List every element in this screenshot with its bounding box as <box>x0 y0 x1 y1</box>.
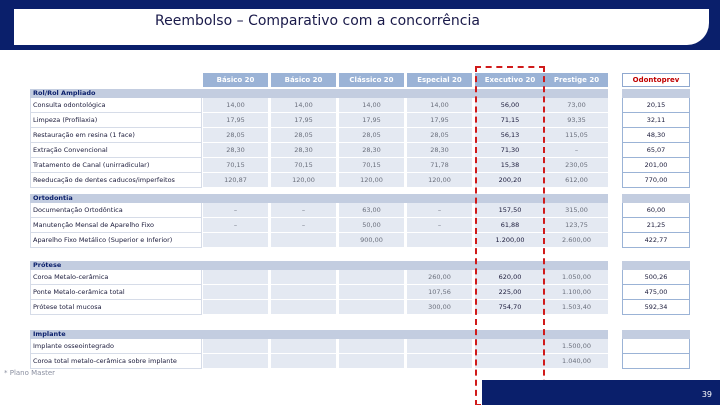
table-row <box>30 233 690 248</box>
table-cell: 115,05 <box>545 128 608 143</box>
table-cell: 754,70 <box>475 300 545 315</box>
table-cell: 28,05 <box>271 128 336 143</box>
table-cell: 73,00 <box>545 98 608 113</box>
table-cell: 612,00 <box>545 173 608 188</box>
table-cell: – <box>407 218 472 233</box>
table-cell: 2.600,00 <box>545 233 608 248</box>
footnote: * Plano Master <box>4 369 56 377</box>
table-cell: 56,13 <box>475 128 545 143</box>
table-cell: – <box>271 218 336 233</box>
table-cell: 120,87 <box>203 173 268 188</box>
table-cell: 120,00 <box>339 173 404 188</box>
table-cell: 93,35 <box>545 113 608 128</box>
table-cell: 17,95 <box>407 113 472 128</box>
table-cell: 71,30 <box>475 143 545 158</box>
slide-title: Reembolso – Comparativo com a concorrência <box>155 13 480 29</box>
table-cell: 17,95 <box>271 113 336 128</box>
table-cell: 63,00 <box>339 203 404 218</box>
row-label: Reeducação de dentes caducos/imperfeitos <box>30 173 202 188</box>
column-header: Prestige 20 <box>545 73 608 87</box>
table-row <box>30 128 690 143</box>
table-cell: 120,00 <box>407 173 472 188</box>
table-cell: 123,75 <box>545 218 608 233</box>
table-cell: 50,00 <box>339 218 404 233</box>
table-cell: 70,15 <box>339 158 404 173</box>
table-cell: 157,50 <box>475 203 545 218</box>
section-header-odontoprev <box>622 261 690 270</box>
table-cell <box>203 233 268 248</box>
table-cell: 56,00 <box>475 98 545 113</box>
table-row <box>30 270 690 285</box>
table-cell: 1.200,00 <box>475 233 545 248</box>
column-header: Clássico 20 <box>339 73 404 87</box>
table-cell: – <box>545 143 608 158</box>
section-header: Prótese <box>30 261 608 270</box>
table-cell: 21,25 <box>622 218 690 233</box>
table-cell: 32,11 <box>622 113 690 128</box>
table-cell: 71,78 <box>407 158 472 173</box>
table-cell: 107,56 <box>407 285 472 300</box>
table-cell: – <box>271 203 336 218</box>
table-cell: 28,05 <box>339 128 404 143</box>
table-cell: 20,15 <box>622 98 690 113</box>
column-header: Executivo 20 <box>475 73 545 87</box>
column-header: Básico 20 <box>203 73 268 87</box>
table-cell: 28,30 <box>339 143 404 158</box>
row-label: Documentação Ortodôntica <box>30 203 202 218</box>
table-cell: 1.050,00 <box>545 270 608 285</box>
row-label: Tratamento de Canal (unirradicular) <box>30 158 202 173</box>
column-header: Especial 20 <box>407 73 472 87</box>
table-row <box>30 300 690 315</box>
highlight-box <box>475 66 545 405</box>
table-cell <box>339 300 404 315</box>
table-cell: 200,20 <box>475 173 545 188</box>
table-cell: 201,00 <box>622 158 690 173</box>
row-label: Consulta odontológica <box>30 98 202 113</box>
section-header: Ortodontia <box>30 194 608 203</box>
table-row <box>30 113 690 128</box>
table-cell: 500,26 <box>622 270 690 285</box>
table-cell: 225,00 <box>475 285 545 300</box>
table-row <box>30 354 690 369</box>
table-cell <box>271 233 336 248</box>
table-cell: 1.500,00 <box>545 339 608 354</box>
table-cell <box>271 300 336 315</box>
table-row <box>30 285 690 300</box>
table-row <box>30 173 690 188</box>
row-label: Limpeza (Profilaxia) <box>30 113 202 128</box>
table-cell <box>271 270 336 285</box>
table-cell: 230,05 <box>545 158 608 173</box>
table-cell <box>203 300 268 315</box>
table-row <box>30 218 690 233</box>
section-header-odontoprev <box>622 89 690 98</box>
table-cell: 14,00 <box>271 98 336 113</box>
table-cell: 61,88 <box>475 218 545 233</box>
table-cell <box>203 354 268 369</box>
table-cell: 17,95 <box>203 113 268 128</box>
table-cell: – <box>203 218 268 233</box>
page-number-bar <box>482 380 720 405</box>
section-header: Implante <box>30 330 608 339</box>
row-label: Coroa total metalo-cerâmica sobre implante <box>30 354 202 369</box>
table-cell: 17,95 <box>339 113 404 128</box>
table-cell: 14,00 <box>203 98 268 113</box>
table-cell: 71,15 <box>475 113 545 128</box>
table-cell <box>271 339 336 354</box>
table-cell: 620,00 <box>475 270 545 285</box>
table-cell <box>407 339 472 354</box>
table-cell <box>203 285 268 300</box>
table-cell <box>407 233 472 248</box>
table-cell: 900,00 <box>339 233 404 248</box>
table-cell <box>203 339 268 354</box>
table-cell: 14,00 <box>407 98 472 113</box>
table-cell <box>407 354 472 369</box>
row-label: Restauração em resina (1 face) <box>30 128 202 143</box>
table-cell: 28,30 <box>271 143 336 158</box>
section-header-odontoprev <box>622 194 690 203</box>
column-header: Odontoprev <box>622 73 690 87</box>
table-row <box>30 98 690 113</box>
row-label: Extração Convencional <box>30 143 202 158</box>
table-cell: 592,34 <box>622 300 690 315</box>
section-header: Rol/Rol Ampliado <box>30 89 608 98</box>
table-cell: – <box>203 203 268 218</box>
table-cell: 300,00 <box>407 300 472 315</box>
column-header: Básico 20 <box>271 73 336 87</box>
table-cell <box>203 270 268 285</box>
table-cell <box>339 354 404 369</box>
table-cell: 70,15 <box>271 158 336 173</box>
table-cell <box>271 285 336 300</box>
table-cell: 28,05 <box>203 128 268 143</box>
table-row <box>30 203 690 218</box>
table-cell: 28,30 <box>407 143 472 158</box>
table-cell: 770,00 <box>622 173 690 188</box>
table-cell: 120,00 <box>271 173 336 188</box>
table-cell: 422,77 <box>622 233 690 248</box>
table-cell: 65,07 <box>622 143 690 158</box>
table-cell: 315,00 <box>545 203 608 218</box>
table-cell: 70,15 <box>203 158 268 173</box>
section-header-odontoprev <box>622 330 690 339</box>
table-cell: 260,00 <box>407 270 472 285</box>
table-cell: 1.503,40 <box>545 300 608 315</box>
table-cell <box>622 339 690 354</box>
table-cell: 14,00 <box>339 98 404 113</box>
table-cell: 60,00 <box>622 203 690 218</box>
table-cell: 1.040,00 <box>545 354 608 369</box>
table-row <box>30 339 690 354</box>
table-cell: 1.100,00 <box>545 285 608 300</box>
row-label: Implante osseointegrado <box>30 339 202 354</box>
table-cell <box>622 354 690 369</box>
table-cell: 475,00 <box>622 285 690 300</box>
table-cell <box>339 339 404 354</box>
page-number: 39 <box>701 390 712 399</box>
table-cell: 28,30 <box>203 143 268 158</box>
row-label: Coroa Metalo-cerâmica <box>30 270 202 285</box>
row-label: Prótese total mucosa <box>30 300 202 315</box>
table-cell <box>339 270 404 285</box>
table-cell <box>339 285 404 300</box>
table-cell: 15,38 <box>475 158 545 173</box>
table-cell: 28,05 <box>407 128 472 143</box>
row-label: Manutenção Mensal de Aparelho Fixo <box>30 218 202 233</box>
table-cell: – <box>407 203 472 218</box>
table-cell <box>271 354 336 369</box>
row-label: Ponte Metalo-cerâmica total <box>30 285 202 300</box>
table-row <box>30 158 690 173</box>
table-cell: 48,30 <box>622 128 690 143</box>
row-label: Aparelho Fixo Metálico (Superior e Inferior) <box>30 233 202 248</box>
table-row <box>30 143 690 158</box>
